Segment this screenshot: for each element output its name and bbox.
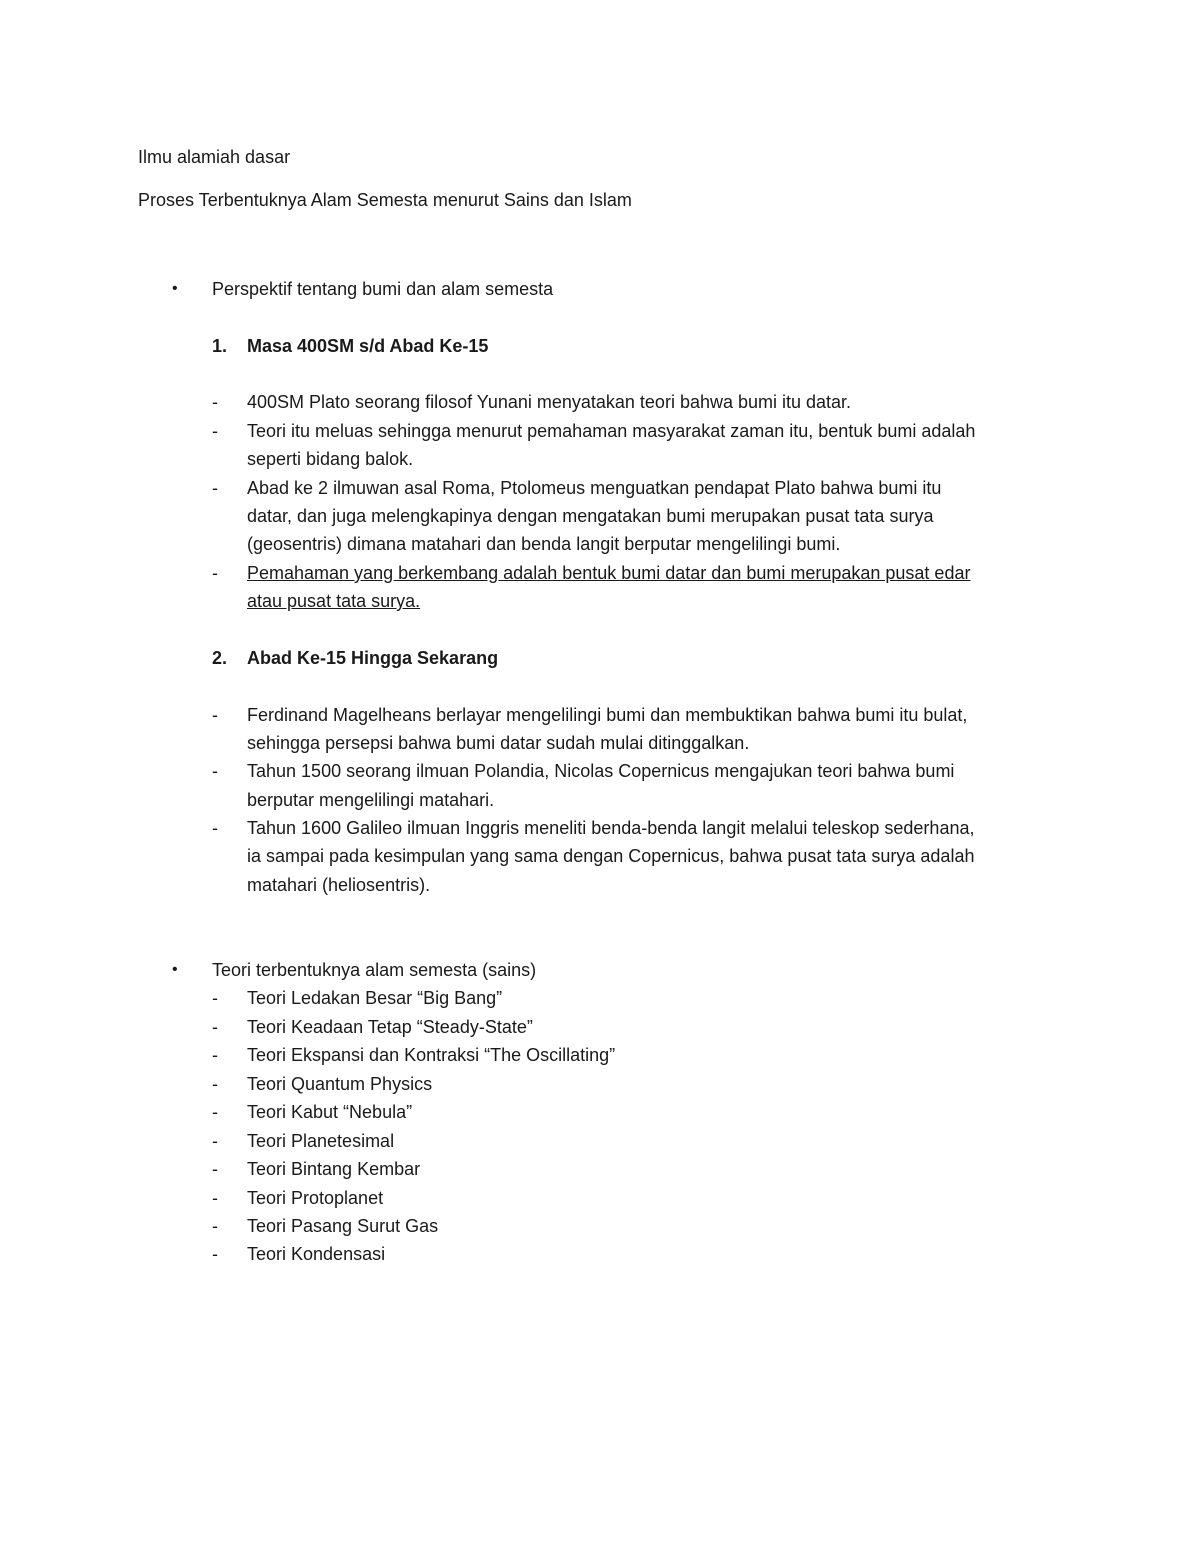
list-number: 2. — [212, 648, 228, 668]
section-heading: Teori terbentuknya alam semesta (sains) — [212, 960, 537, 980]
dash-marker: - — [212, 1188, 218, 1208]
dash-marker: - — [212, 761, 218, 781]
dash-marker: - — [212, 478, 218, 498]
list-item-continued: seperti bidang balok. — [247, 449, 414, 469]
list-item: Teori Ledakan Besar “Big Bang” — [247, 988, 503, 1008]
list-item: Teori Kabut “Nebula” — [247, 1102, 413, 1122]
list-item: Teori itu meluas sehingga menurut pemahaman masyarakat zaman itu, bentuk bumi adalah — [247, 421, 976, 441]
document-title: Ilmu alamiah dasar — [138, 147, 291, 167]
list-item: 400SM Plato seorang filosof Yunani menyatakan teori bahwa bumi itu datar. — [247, 392, 852, 412]
list-item-continued: (geosentris) dimana matahari dan benda langit berputar mengelilingi bumi. — [247, 534, 841, 554]
bullet-marker: • — [172, 280, 178, 297]
list-item: Teori Pasang Surut Gas — [247, 1216, 439, 1236]
list-item: Ferdinand Magelheans berlayar mengelilingi bumi dan membuktikan bahwa bumi itu bulat, — [247, 705, 968, 725]
list-item: Teori Ekspansi dan Kontraksi “The Oscillating” — [247, 1045, 616, 1065]
list-item: Teori Quantum Physics — [247, 1074, 433, 1094]
list-item-continued: sehingga persepsi bahwa bumi datar sudah mulai ditinggalkan. — [247, 733, 750, 753]
list-item: Teori Kondensasi — [247, 1244, 386, 1264]
dash-marker: - — [212, 1131, 218, 1151]
dash-marker: - — [212, 1017, 218, 1037]
dash-marker: - — [212, 563, 218, 583]
dash-marker: - — [212, 818, 218, 838]
dash-marker: - — [212, 705, 218, 725]
dash-marker: - — [212, 1216, 218, 1236]
bullet-marker: • — [172, 961, 178, 978]
list-item: Teori Planetesimal — [247, 1131, 395, 1151]
dash-marker: - — [212, 988, 218, 1008]
list-item-continued: ia sampai pada kesimpulan yang sama dengan Copernicus, bahwa pusat tata surya adalah — [247, 846, 975, 866]
document-subtitle: Proses Terbentuknya Alam Semesta menurut Sains dan Islam — [138, 190, 632, 210]
list-item-underlined-continued: atau pusat tata surya. — [247, 591, 421, 611]
list-item-continued: berputar mengelilingi matahari. — [247, 790, 495, 810]
dash-marker: - — [212, 1102, 218, 1122]
list-number: 1. — [212, 336, 228, 356]
subsection-heading: Abad Ke-15 Hingga Sekarang — [247, 648, 499, 668]
list-item: Tahun 1600 Galileo ilmuan Inggris meneliti benda-benda langit melalui teleskop sederhana, — [247, 818, 975, 838]
list-item: Teori Protoplanet — [247, 1188, 384, 1208]
dash-marker: - — [212, 1074, 218, 1094]
list-item: Tahun 1500 seorang ilmuan Polandia, Nicolas Copernicus mengajukan teori bahwa bumi — [247, 761, 955, 781]
dash-marker: - — [212, 392, 218, 412]
list-item: Abad ke 2 ilmuwan asal Roma, Ptolomeus menguatkan pendapat Plato bahwa bumi itu — [247, 478, 942, 498]
list-item-continued: datar, dan juga melengkapinya dengan mengatakan bumi merupakan pusat tata surya — [247, 506, 934, 526]
dash-marker: - — [212, 1159, 218, 1179]
list-item: Teori Bintang Kembar — [247, 1159, 421, 1179]
list-item: Teori Keadaan Tetap “Steady-State” — [247, 1017, 533, 1037]
section-heading: Perspektif tentang bumi dan alam semesta — [212, 279, 554, 299]
list-item-underlined: Pemahaman yang berkembang adalah bentuk bumi datar dan bumi merupakan pusat edar — [247, 563, 971, 583]
subsection-heading: Masa 400SM s/d Abad Ke-15 — [247, 336, 489, 356]
dash-marker: - — [212, 1244, 218, 1264]
dash-marker: - — [212, 421, 218, 441]
list-item-continued: matahari (heliosentris). — [247, 875, 431, 895]
dash-marker: - — [212, 1045, 218, 1065]
